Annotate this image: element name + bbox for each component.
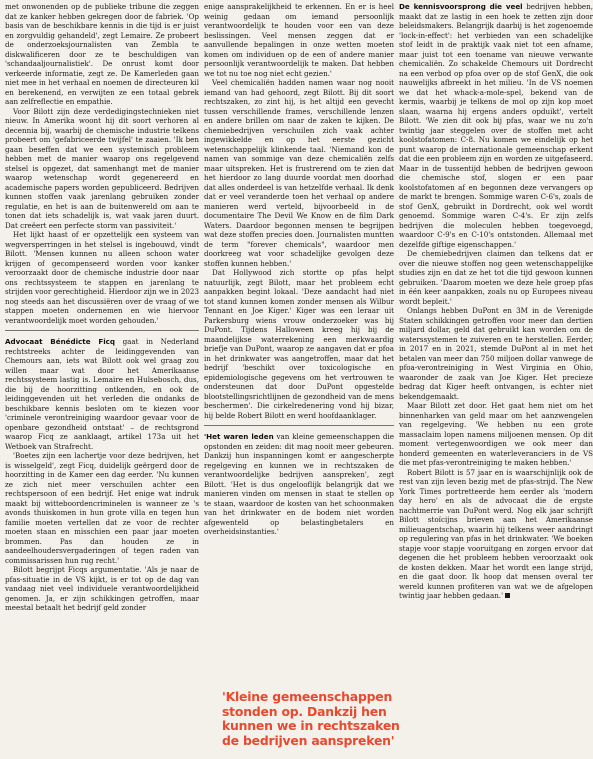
paragraph-text: Robert Bilott is 57 jaar en is waarschijnlijk ook de rest van zijn leven bezig met de pfas-strijd. The New York Times portretteerde hem eerder als 'modern day hero' en als de advocaat die de ergste nachtmerrie van DuPont werd. Nog elk jaar schrijft Bilott stoïcijns brieven aan het Amerikaanse milieuagentschap, waarin hij telkens weer aandringt op regulering van pfas in het drinkwater. 'We boeken stapje voor stapje vooruitgang en zorgen ervoor dat degenen die het probleem hebben veroorzaakt ook de kosten dekken. Maar het wordt een lange strijd, en die gaat door. Ik hoop dat mensen overal ter wereld kunnen profiteren van wat we de afgelopen twintig jaar hebben gedaan.' bbox=[399, 467, 593, 600]
article-paragraph bbox=[399, 2, 593, 249]
section-divider bbox=[5, 330, 199, 331]
section-lead-in: De kennisvoorsprong die veel bbox=[399, 2, 523, 11]
paragraph-text: enige aansprakelijkheid te erkennen. En er is heel weinig gedaan om iemand persoonlijk verantwoordelijk te houden voor een van deze beslissingen. Veel mensen zeggen dat er aanvullende bepalingen in onze wetten moeten komen om individuen op de een of andere manier persoonlijk verantwoordelijk te maken. Dat hebben we tot nu toe nog niet echt gezien.' bbox=[204, 2, 394, 78]
pull-quote: 'Kleine gemeenschappen stonden op. Dankzij hen kunnen we in rechtszaken de bedrijven aanspreken' bbox=[222, 689, 400, 748]
paragraph-text: De chemiebedrijven claimen dan telkens dat er over die nieuwe stoffen nog geen wetenschappelijke studies zijn en dat ze het tot die tijd gewoon kunnen gebruiken. 'Daarom moeten we deze hele groep pfas in één keer aanpakken, zoals nu op Europees niveau wordt bepleit.' bbox=[399, 249, 593, 306]
paragraph-text: gaat in Nederland rechtstreeks achter de leidinggevenden van Chemours aan, iets wat Bilott ook wel graag zou willen maar wat door het Amerikaanse rechtssysteem lastig is. Lemaire en Hulsebosch, dus, die bij de hoorzitting ontkenden, en ook de leidinggevenden uit het verleden die ondanks de beschikbare kennis besloten om te kiezen voor 'criminele verontreiniging waardoor gevaar voor de openbare gezondheid ontstaat' – de rechtsgrond waarop Ficq ze aanklaagt, artikel 173a uit het Wetboek van Strafrecht. bbox=[5, 337, 199, 451]
article-column-1 bbox=[5, 2, 199, 759]
article-paragraph bbox=[5, 337, 199, 451]
paragraph-text: bedrijven hebben, maakt dat ze lastig in een hoek te zetten zijn door beleidsmakers. Belangrijk daarbij is het zogenoemde 'lock-in-effect': het verbieden van een schadelijke stof leidt in de praktijk vaak niet tot een afname, maar juist tot een toename van nieuwe verwante chemicaliën. Zo schakelde Chemours uit Dordrecht na een verbod op pfoa over op de stof GenX, die ook nauwelijks afbreekt in het milieu. 'In de VS noemen we dat het whack-a-mole-spel, bekend van de kermis, waarbij je telkens de mol op zijn kop moet slaan, waarna hij ergens anders opduikt', vertelt Bilott. 'We zien dit ook bij pfas, waar we nu zo'n twintig jaar steggelen over de stoffen met acht koolstofatomen: C-8. Nu komen we eindelijk op het punt waarop de internationale gemeenschap erkent dat die een probleem zijn en worden ze uitgefaseerd. Maar in de tussentijd hebben de bedrijven gewoon die chemische stof, slogen er een paar koolstofatomen af en begonnen deze vervangers op de markt te brengen. Sommige waren C-6's, zoals de stof GenX, gebruikt in Dordrecht, ook wel wordt genoemd. Sommige waren C-4's. Er zijn zelfs bedrijven die moleculen hebben toegevoegd, waardoor C-9's en C-10's ontstonden. Allemaal met dezelfde giftige eigenschappen.' bbox=[399, 2, 593, 249]
article-paragraph bbox=[5, 230, 199, 325]
article-paragraph bbox=[5, 107, 199, 231]
article-paragraph bbox=[204, 78, 394, 268]
article-column-2 bbox=[204, 2, 394, 759]
section-lead-in: 'Het waren leden bbox=[204, 432, 274, 441]
paragraph-text: met onwonenden op de publieke tribune die zeggen dat ze kanker hebben gekregen door de fabriek. 'Op basis van de beschikbare kennis in die tijd is er juist en zorgvuldig gehandeld', zegt Lemaire. Ze probeert de onderzoeksjournalisten van Zembla te diskwalificeren door ze te beschuldigen van 'schandaaljournalistiek'. De onrust komt door verkeerde informatie, zegt ze. De Kamerleden gaan niet mee in het verhaal en noemen de directeuren kil en berekenend, en verwijten ze een totaal gebrek aan zelfreflectie en empathie. bbox=[5, 2, 199, 106]
section-lead-in: Advocaat Bénédicte Ficq bbox=[5, 337, 116, 346]
article-paragraph bbox=[5, 451, 199, 565]
article-paragraph bbox=[204, 432, 394, 537]
article-paragraph bbox=[204, 2, 394, 78]
article-paragraph bbox=[399, 306, 593, 401]
article-paragraph bbox=[5, 2, 199, 107]
article-column-3 bbox=[399, 2, 593, 759]
paragraph-text: Maar Bilott zet door. Het gaat hem niet om het binnenharken van geld maar om het aanzwengelen van regelgeving. 'We hebben nu een grote massaclaim lopen namens miljoenen mensen. Op dit moment vertegenwoordigen we ook meer dan honderd gemeenten en waterleveranciers in de VS die met pfas-verontreiniging te maken hebben.' bbox=[399, 401, 593, 467]
paragraph-text: 'Boetes zijn een lachertje voor deze bedrijven, het is wisselgeld', zegt Ficq, duidelijk geërgerd door de hoorzitting in de Kamer een dag eerder. 'Nu kunnen ze zich niet meer verschuilen achter een rechtspersoon of een bedrijf. Het enige wat indruk maakt bij witteboordencriminelen is wanneer ze 's avonds thuiskomen in hun grote villa en tegen hun familie moeten vertellen dat ze voor de rechter moeten staan en misschien een paar jaar moeten brommen. Pas dan houden ze in aandeelhoudersvergaderingen of tegen raden van commissarissen hun rug recht.' bbox=[5, 451, 199, 565]
section-divider bbox=[204, 425, 394, 426]
paragraph-text: van kleine gemeenschappen die opstonden en zeiden: dit mag nooit meer gebeuren. Dankzij hun inspanningen komt er aangescherpte regelgeving en kunnen we in rechtszaken de verantwoordelijke bedrijven aanspreken', zegt Bilott. 'Het is dus ongelooflijk belangrijk dat we manieren vinden om mensen in staat te stellen op te staan, waardoor de kosten van het schoonmaken van het drinkwater en de bodem niet worden afgewenteld op belastingbetalers en overheidsinstanties.' bbox=[204, 432, 394, 536]
article-paragraph bbox=[5, 565, 199, 613]
paragraph-text: Veel chemicaliën hadden namen waar nog nooit iemand van had gehoord, zegt Bilott. Bij dit soort rechtszaken, zo zint hij, is het altijd een gevecht tussen verschillende frames, verschillende lenzen en andere brillen om naar de zaken te kijken. De chemiebedrijven verschuilen zich vaak achter ingewikkelde en op het eerste gezicht wetenschappelijk klinkende taal. 'Niemand kon de namen van sommige van deze chemicaliën zelfs maar uitspreken. Het is frustrerend om te zien dat het hierdoor zo lang duurde voordat men doorhad dat alles onderdeel is van hetzelfde verhaal. Ik denk dat er veel veranderde toen het verhaal op andere manieren werd verteld, bijvoorbeeld in de documentaire The Devil We Know en de film Dark Waters. Daardoor begonnen mensen te begrijpen wat deze stoffen precies doen. Journalisten muntten de term "forever chemicals", waardoor men doorkreeg wat voor schadelijke gevolgen deze stoffen kunnen hebben.' bbox=[204, 78, 394, 268]
article-paragraph bbox=[399, 401, 593, 468]
article-paragraph bbox=[204, 268, 394, 420]
paragraph-text: Dat Hollywood zich stortte op pfas helpt natuurlijk, zegt Bilott, maar het probleem echt aanpakken begint lokaal. 'Deze aandacht had niet tot stand kunnen komen zonder mensen als Wilbur Tennant en Joe Kiger.' Kiger was een leraar uit Parkersburg wiens vrouw onderzoeker was bij DuPont. Tijdens Halloween kreeg hij bij de maandelijkse waterrekening een merkwaardig briefje van DuPont, waarop ze aangaven dat er pfoa in het drinkwater was aangetroffen, maar dat het bedrijf 'beschikt over toxicologische en epidemiologische gegevens om het vertrouwen te ondersteunen dat door DuPont opgestelde blootstellingsrichtlijnen de gezondheid van de mens beschermen'. Die cirkelredenering vond hij bizar, hij belde Robert Bilott en werd hoofdaanklager. bbox=[204, 268, 394, 420]
paragraph-text: Voor Bilott zijn deze verdedigingstechnieken niet nieuw. In Amerika woont hij dit soort verhoren al decennia bij, waarbij de chemische industrie telkens probeert om 'gefabriceerde twijfel' te zaaien. 'Ik ben gaan beseffen dat we een systemisch probleem hebben met de manier waarop ons regelgevend stelsel is opgezet, dat samenhangt met de manier waarop wetenschap wordt gegenereerd en academische papers worden gepubliceerd. Bedrijven kunnen stoffen vaak jarenlang gebruiken zonder regulatie, en het is aan de buitenwereld om aan te tonen dat iets schadelijk is, wat vaak jaren duurt. Dat creëert een perfecte storm van passiviteit.' bbox=[5, 106, 199, 230]
paragraph-text: Bilott begrijpt Ficqs argumentatie. 'Als je naar de pfas-situatie in de VS kijkt, is er tot op de dag van vandaag niet veel individuele verantwoordelijkheid genomen. Ja, er zijn schikkingen getroffen, maar meestal betaalt het bedrijf geld zonder bbox=[5, 565, 199, 612]
paragraph-text: Onlangs hebben DuPont en 3M in de Verenigde Staten schikkingen getroffen voor meer dan dertien miljard dollar, geld dat gebruikt kan worden om de waterssystemen te zuiveren en te herstellen. Eerder, in 2017 en in 2021, stemde DuPont al in met het betalen van meer dan 750 miljoen dollar vanwege de pfoa-verontreiniging in West Virginia en Ohio, waaronder de zaak van Joe Kiger. Het precieze bedrag dat Kiger heeft ontvangen, is echter niet bekendgemaakt. bbox=[399, 306, 593, 401]
article-paragraph bbox=[399, 468, 593, 601]
paragraph-text: Het lijkt haast of er opzettelijk een systeem van wegversperringen in het stelsel is ingebouwd, vindt Bilott. 'Mensen kunnen nu alleen schoon water krijgen of gecompenseerd worden voor kanker veroorzaakt door de chemische industrie door naar ons rechtssysteem te stappen en jarenlang te strijden voor gerechtigheid. Hierdoor zijn we in 2023 nog steeds aan het discussiëren over de vraag of we stappen moeten ondernemen en wie hiervoor verantwoordelijk moet worden gehouden.' bbox=[5, 230, 199, 325]
article-paragraph bbox=[399, 249, 593, 306]
end-mark bbox=[505, 593, 510, 598]
